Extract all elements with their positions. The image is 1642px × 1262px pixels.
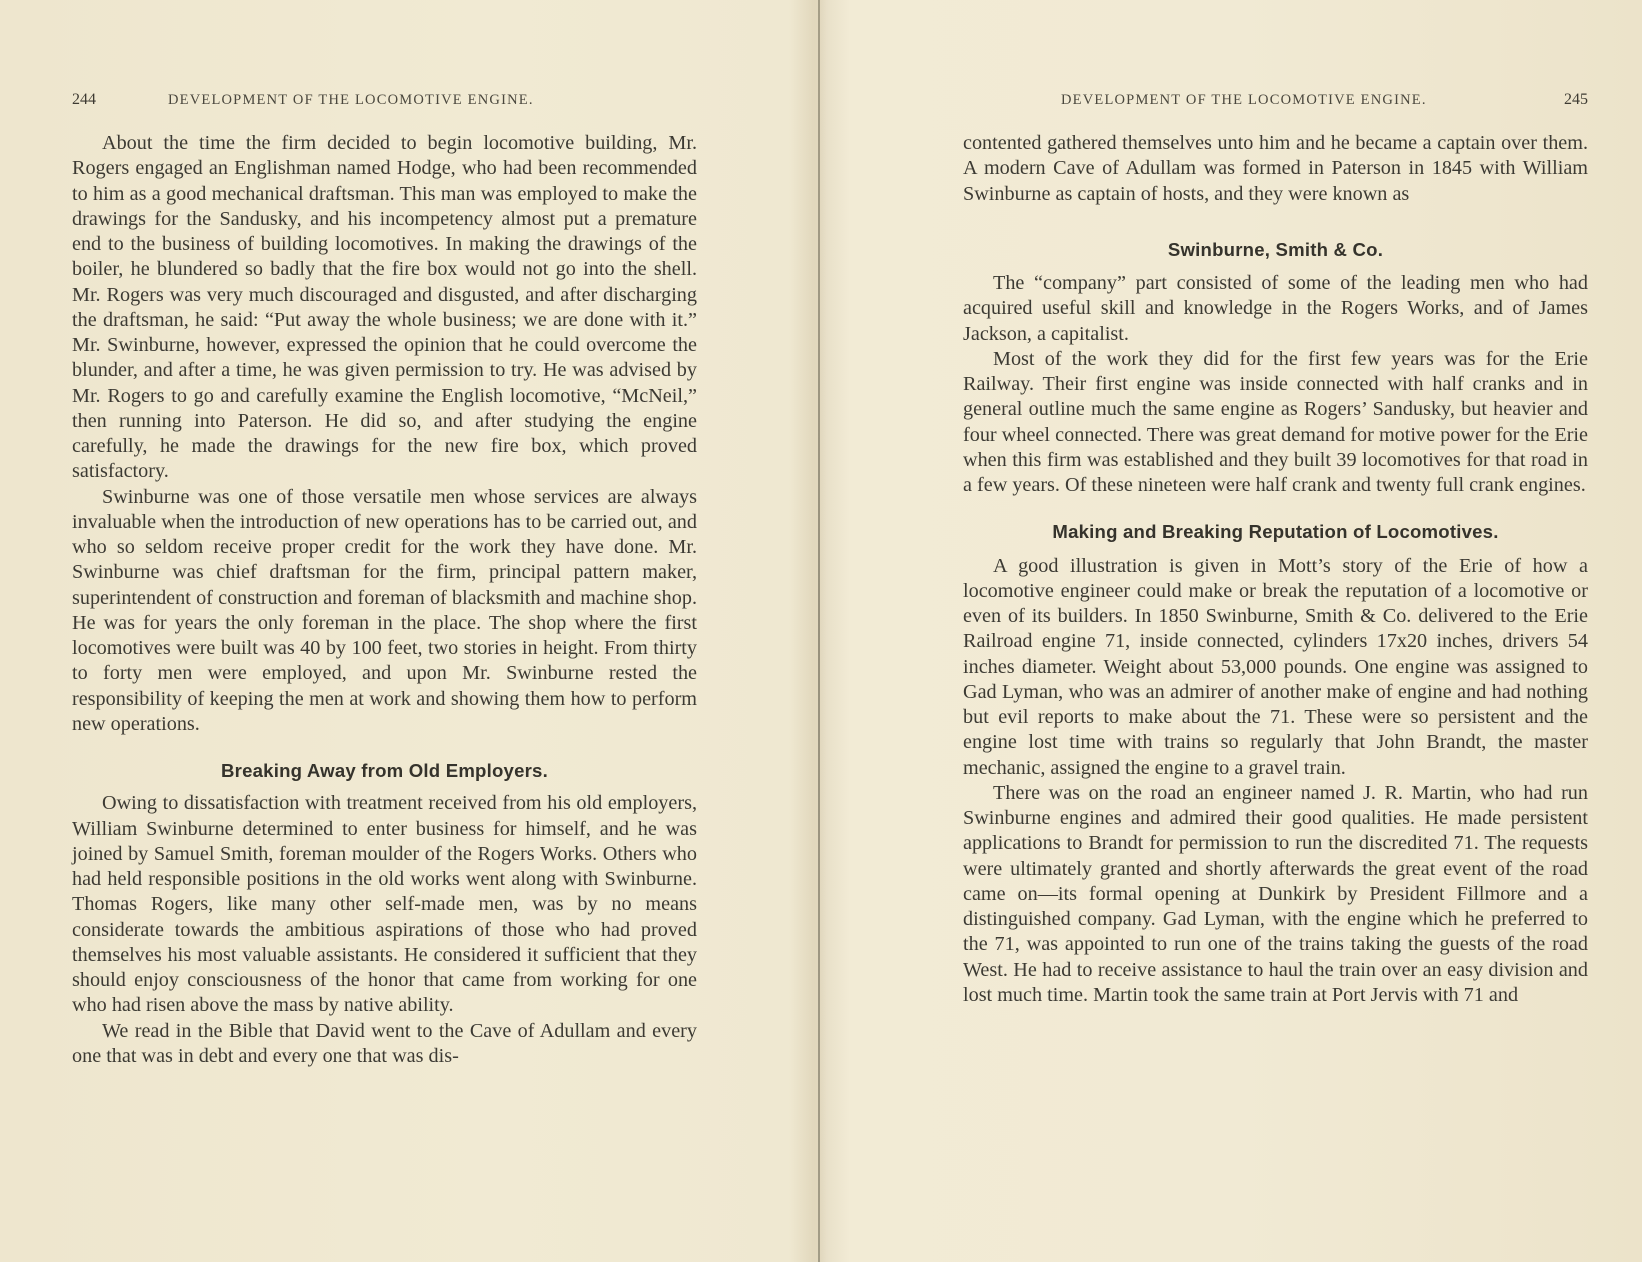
book-gutter — [818, 0, 820, 1262]
right-page — [963, 0, 1588, 1262]
paragraph: Most of the work they did for the first few years was for the Erie Railway. Their first engine was inside connected with half cranks and in general outline much the same engine as Rogers’ Sandusky, but heavier and four wheel connected. There was great demand for motive power for the Erie when this firm was established and they built 39 locomotives for that road in a few years. Of these nineteen were half crank and twenty full crank engines. — [963, 347, 1588, 496]
section-heading: Swinburne, Smith & Co. — [1167, 238, 1384, 260]
paragraph: Owing to dissatisfaction with treatment received from his old employers, William Swinburne determined to enter business for himself, and he was joined by Samuel Smith, foreman moulder of the Rogers Works. Others who had held responsible positions in the old works went along with Swinburne. Thomas Rogers, like many other self-made men, was by no means considerate towards the ambitious aspirations of those who had proved themselves his most valuable assistants. He considered it sufficient that they should enjoy consciousness of the honor that came from working for one who had risen above the mass by native ability. — [72, 792, 697, 1017]
gutter-shadow — [820, 0, 850, 1262]
paragraph: There was on the road an engineer named J. R. Martin, who had run Swinburne engines and admired their good qualities. He made persistent applications to Brandt for permission to run the discredited 71. The requests were ultimately granted and shortly afterwards the great event of the road came on—its formal opening at Dunkirk by President Fillmore and a distinguished company. Gad Lyman, with the engine which he preferred to the 71, was appointed to run one of the trains taking the guests of the road West. He had to receive assistance to haul the train over an easy division and lost much time. Martin took the same train at Port Jervis with 71 and — [963, 781, 1588, 1006]
page-number: 245 — [1564, 91, 1588, 108]
paragraph: contented gathered themselves unto him and he became a captain over them. A modern Cave of Adullam was formed in Paterson in 1845 with William Swinburne as captain of hosts, and they were known as — [963, 132, 1588, 205]
section-heading: Breaking Away from Old Employers. — [221, 760, 548, 781]
page-number: 244 — [72, 91, 96, 108]
paragraph: The “company” part consisted of some of the leading men who had acquired useful skill and knowledge in the Rogers Works, and of James Jackson, a capitalist. — [963, 272, 1588, 345]
running-title: DEVELOPMENT OF THE LOCOMOTIVE ENGINE. — [168, 92, 534, 108]
paragraph: We read in the Bible that David went to the Cave of Adullam and every one that was in debt and every one that was dis- — [72, 1019, 697, 1067]
page-body — [72, 131, 697, 1069]
paragraph: A good illustration is given in Mott’s story of the Erie of how a locomotive engineer could make or break the reputation of a locomotive or even of its builders. In 1850 Swinburne, Smith & Co. delivered to the Erie Railroad engine 71, inside connected, cylinders 17x20 inches, drivers 54 inches diameter. Weight about 53,000 pounds. One engine was assigned to Gad Lyman, who was an admirer of another make of engine and had nothing but evil reports to make about the 71. These were so persistent and the engine lost time with trains so regularly that John Brandt, the master mechanic, assigned the engine to a gravel train. — [963, 554, 1588, 779]
running-title: DEVELOPMENT OF THE LOCOMOTIVE ENGINE. — [1061, 92, 1427, 108]
running-head — [963, 92, 1588, 112]
paragraph: Swinburne was one of those versatile men whose services are always invaluable when the introduction of new operations has to be carried out, and who so seldom receive proper credit for the work they have done. Mr. Swinburne was chief draftsman for the firm, principal pattern maker, superintendent of construction and foreman of blacksmith and machine shop. He was for years the only foreman in the place. The shop where the first locomotives were built was 40 by 100 feet, two stories in height. From thirty to forty men were employed, and upon Mr. Swinburne rested the responsibility of keeping the men at work and showing them how to perform new operations. — [72, 485, 697, 735]
left-page — [72, 0, 697, 1262]
paragraph: About the time the firm decided to begin locomotive building, Mr. Rogers engaged an Englishman named Hodge, who had been recommended to him as a good mechanical draftsman. This man was employed to make the drawings for the Sandusky, and his incompetency almost put a premature end to the business of building locomotives. In making the drawings of the boiler, he blundered so badly that the fire box would not go into the shell. Mr. Rogers was very much discouraged and disgusted, and after discharging the draftsman, he said: “Put away the whole business; we are done with it.” Mr. Swinburne, however, expressed the opinion that he could overcome the blunder, and after a time, he was given permission to try. He was advised by Mr. Rogers to go and carefully examine the English locomotive, “McNeil,” then running into Paterson. He did so, and after studying the engine carefully, he made the drawings for the new fire box, which proved satisfactory. — [72, 132, 697, 483]
page-body — [963, 131, 1588, 1008]
running-head — [72, 92, 697, 112]
section-heading: Making and Breaking Reputation of Locomotives. — [1052, 521, 1499, 543]
gutter-shadow — [790, 0, 818, 1262]
